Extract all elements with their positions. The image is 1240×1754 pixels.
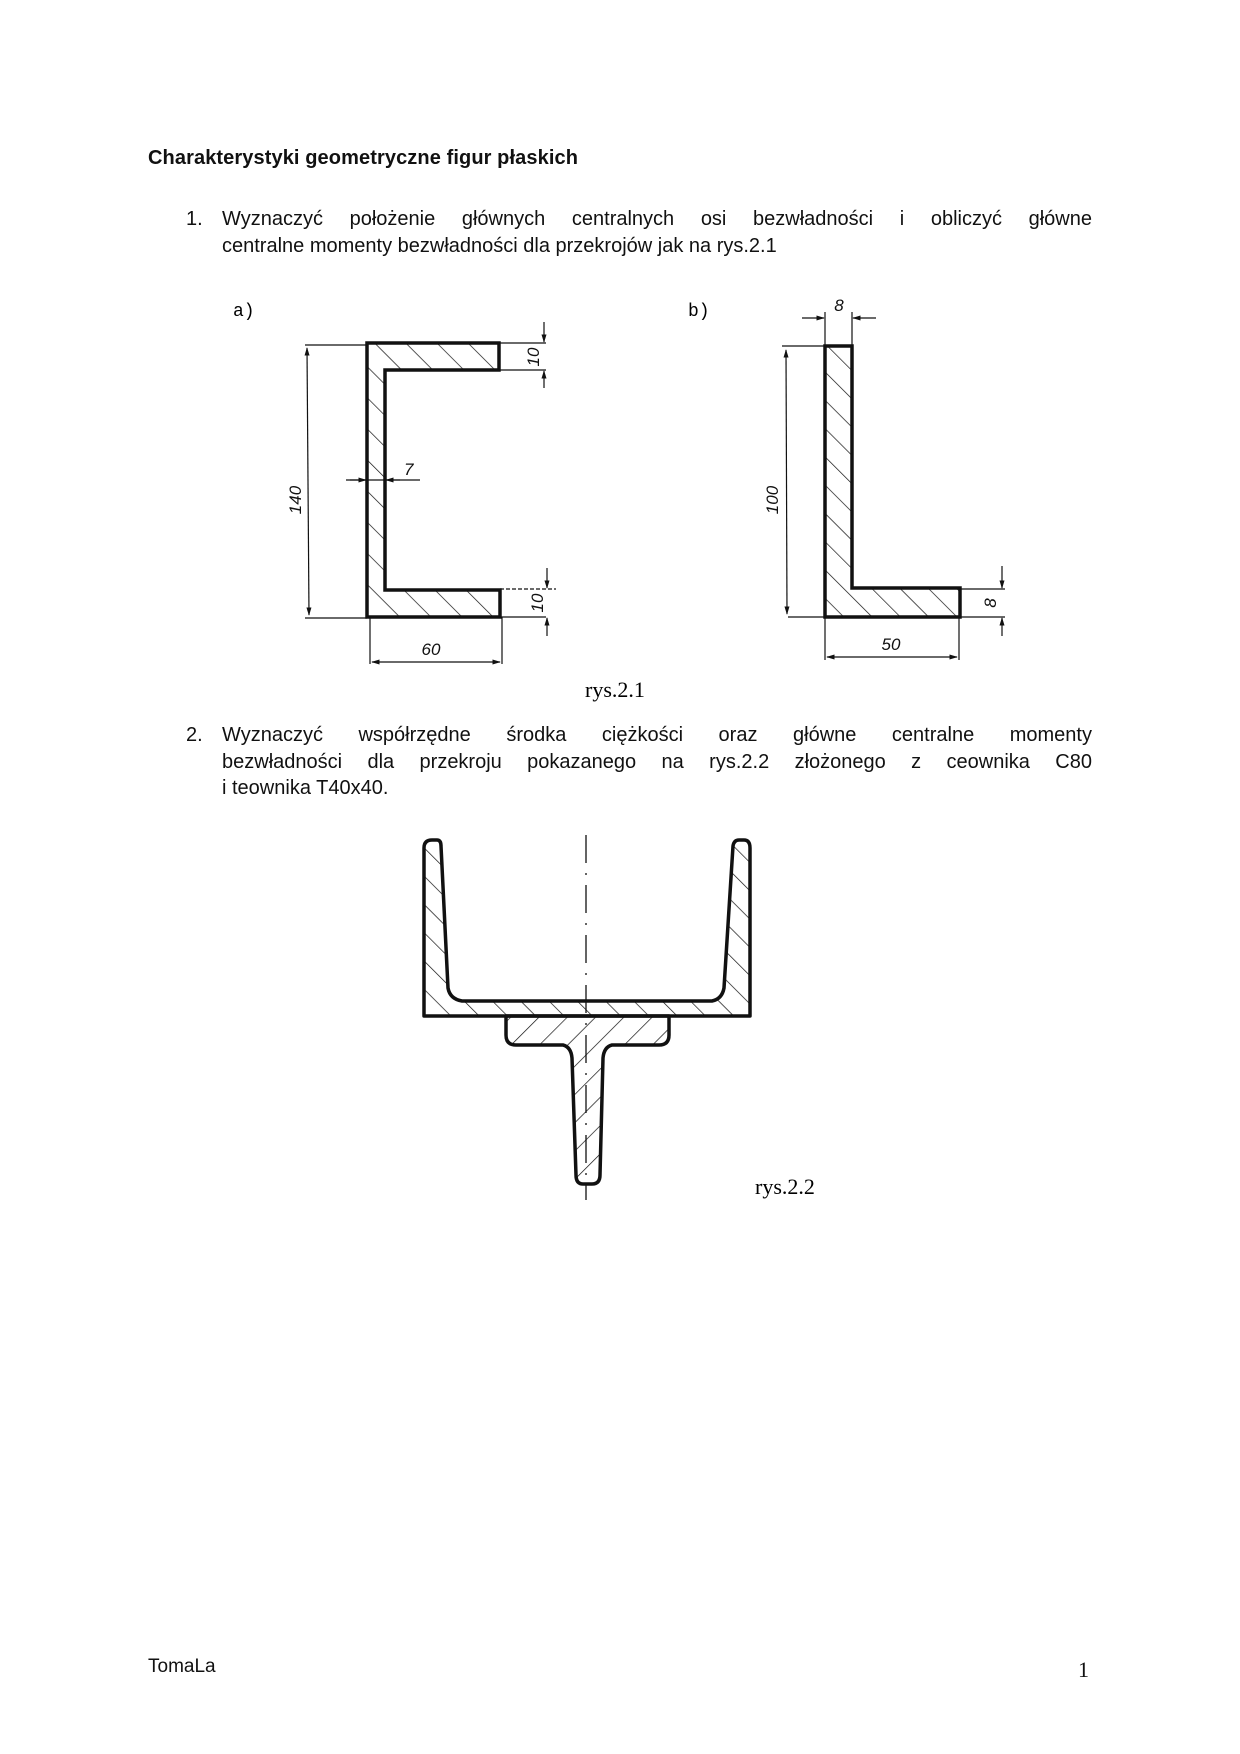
task-number: 2.: [186, 724, 203, 746]
footer-author: TomaLa: [148, 1656, 216, 1677]
task-line: Wyznaczyć współrzędne środka ciężkości oraz główne centralne momenty: [222, 724, 1092, 746]
task-line: Wyznaczyć położenie głównych centralnych osi bezwładności i obliczyć główne: [222, 208, 1092, 230]
task-number: 1.: [186, 208, 203, 230]
dimension-thickness-8-top: 8: [834, 296, 844, 315]
dimension-thickness-8-right: 8: [981, 598, 1000, 608]
figure-2-2-caption: rys.2.2: [755, 1174, 815, 1199]
dimension-web-7: 7: [404, 460, 414, 479]
task-line: bezwładności dla przekroju pokazanego na rys.2.2 złożonego z ceownika C80: [222, 750, 1092, 773]
figure-2-1-caption: rys.2.1: [585, 677, 645, 702]
figure-2-2-composite: [424, 835, 750, 1200]
page-number: 1: [1078, 1657, 1089, 1682]
dimension-width-60: 60: [421, 640, 441, 659]
dimension-top-flange-10: 10: [524, 347, 543, 367]
dimension-width-50: 50: [881, 635, 901, 654]
task-line: centralne momenty bezwładności dla przekrojów jak na rys.2.1: [222, 234, 777, 257]
dimension-bottom-flange-10: 10: [528, 593, 547, 613]
document-title: Charakterystyki geometryczne figur płaskich: [148, 147, 579, 169]
figure-a-label: a): [233, 302, 255, 322]
dimension-height-100: 100: [763, 485, 782, 515]
figure-b-angle: [763, 296, 1005, 660]
figure-a-channel: [286, 322, 556, 664]
figure-b-label: b): [688, 302, 710, 322]
dimension-height-140: 140: [286, 485, 305, 515]
task-line: i teownika T40x40.: [222, 777, 389, 799]
